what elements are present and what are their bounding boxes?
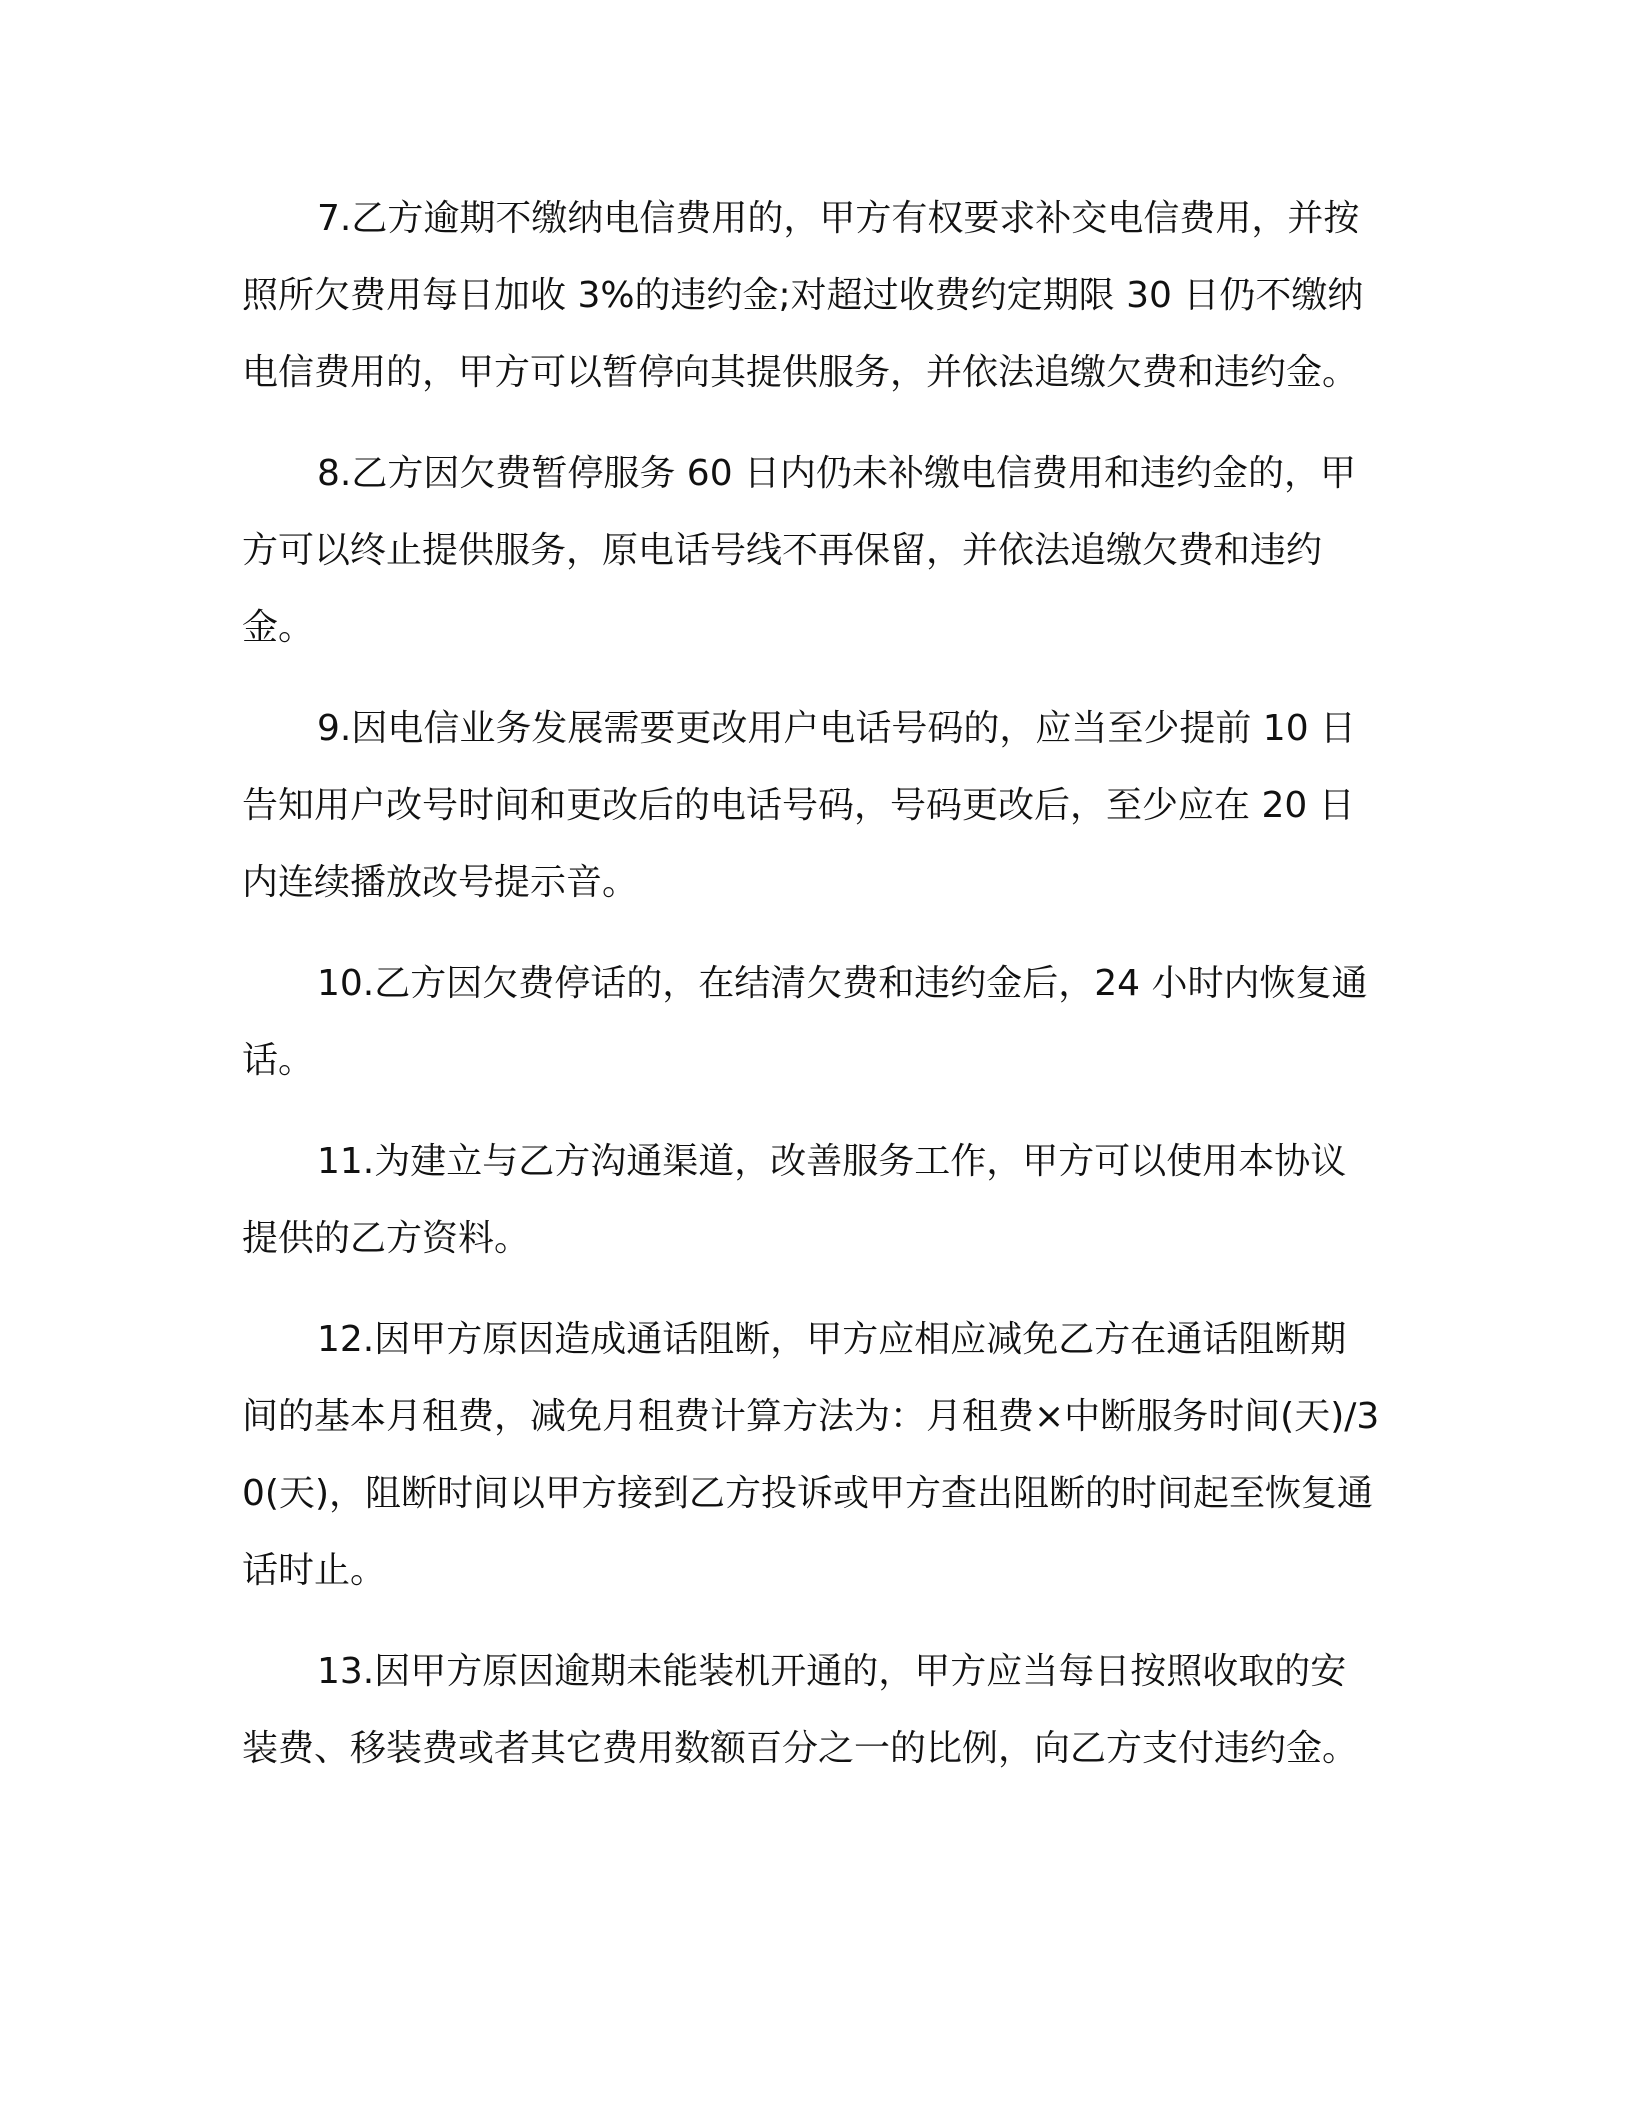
clause-7: 7.乙方逾期不缴纳电信费用的，甲方有权要求补交电信费用，并按照所欠费用每日加收 3%的违约金;对超过收费约定期限 30 日仍不缴纳电信费用的，甲方可以暂停向其提供服务，并依法追缴欠费和违约金。 [242, 198, 1364, 393]
clause-9: 9.因电信业务发展需要更改用户电话号码的，应当至少提前 10 日告知用户改号时间和更改后的电话号码，号码更改后，至少应在 20 日内连续播放改号提示音。 [242, 708, 1357, 903]
clause-10: 10.乙方因欠费停话的，在结清欠费和违约金后，24 小时内恢复通话。 [242, 963, 1368, 1081]
clause-12: 12.因甲方原因造成通话阻断，甲方应相应减免乙方在通话阻断期间的基本月租费，减免月租费计算方法为：月租费×中断服务时间(天)/30(天)，阻断时间以甲方接到乙方投诉或甲方查出阻断的时间起至恢复通话时止。 [242, 1319, 1380, 1591]
clause-8: 8.乙方因欠费暂停服务 60 日内仍未补缴电信费用和违约金的，甲方可以终止提供服务，原电话号线不再保留，并依法追缴欠费和违约金。 [242, 453, 1357, 648]
document-body [242, 180, 1382, 1787]
clause-11: 11.为建立与乙方沟通渠道，改善服务工作，甲方可以使用本协议提供的乙方资料。 [242, 1141, 1347, 1259]
clause-13: 13.因甲方原因逾期未能装机开通的，甲方应当每日按照收取的安装费、移装费或者其它费用数额百分之一的比例，向乙方支付违约金。 [242, 1651, 1359, 1769]
